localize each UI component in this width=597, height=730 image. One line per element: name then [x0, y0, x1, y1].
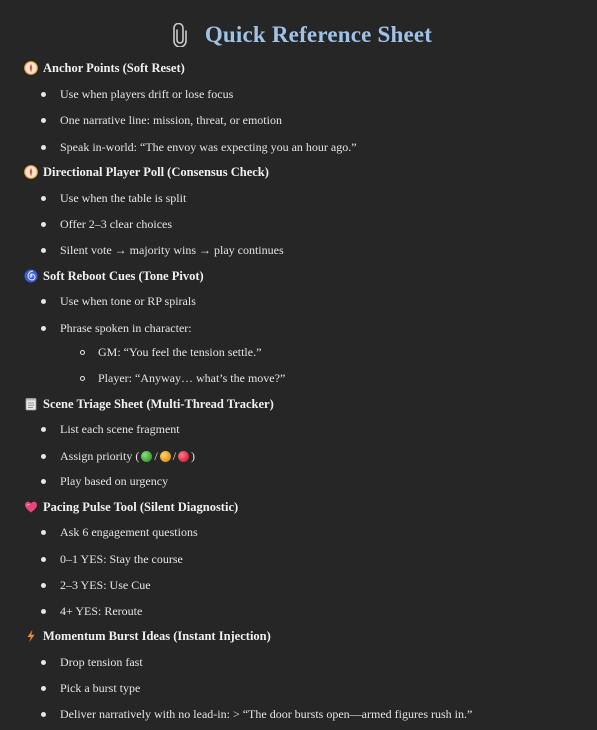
compass-icon: [24, 61, 38, 75]
list-item-text: Phrase spoken in character:: [60, 320, 192, 335]
sub-list-item-text: GM: “You feel the tension settle.”: [98, 344, 262, 359]
section-scene-triage: [24, 394, 274, 414]
list-item: [41, 679, 140, 697]
section-momentum-burst: [24, 626, 271, 646]
list-item: [41, 215, 172, 233]
list-item-text: Pick a burst type: [60, 680, 141, 695]
list-item-text: Ask 6 engagement questions: [60, 524, 198, 539]
list-item-text: Silent vote → majority wins → play continues: [60, 242, 284, 257]
red-circle-icon: [178, 451, 189, 462]
sub-list-item: [80, 369, 285, 387]
sub-list-item: [80, 343, 261, 361]
list-item: [41, 138, 357, 156]
section-title: Scene Triage Sheet (Multi-Thread Tracker): [43, 396, 274, 411]
list-item: [41, 550, 183, 568]
page-title: Quick Reference Sheet: [204, 22, 433, 47]
sub-list-item-text: Player: “Anyway… what’s the move?”: [98, 370, 286, 385]
section-title: Directional Player Poll (Consensus Check): [43, 164, 269, 179]
section-title: Momentum Burst Ideas (Instant Injection): [43, 628, 271, 643]
list-item: [41, 523, 198, 541]
green-circle-icon: [141, 451, 152, 462]
list-item: [41, 189, 186, 207]
section-pacing-pulse: [24, 497, 238, 517]
list-item: [41, 705, 472, 723]
lightning-icon: [24, 629, 38, 643]
paperclip-icon: [171, 23, 189, 47]
compass-icon: [24, 165, 38, 179]
list-item-text: 2–3 YES: Use Cue: [60, 577, 151, 592]
section-anchor-points: [24, 58, 185, 78]
section-soft-reboot: [24, 266, 204, 286]
list-item-text: Drop tension fast: [60, 654, 143, 669]
list-item: [41, 653, 143, 671]
title-row: [0, 18, 597, 52]
list-item: [41, 319, 192, 337]
yellow-circle-icon: [160, 451, 171, 462]
list-item: [41, 576, 151, 594]
list-item: [41, 241, 284, 259]
section-title: Soft Reboot Cues (Tone Pivot): [43, 268, 204, 283]
list-item: [41, 292, 196, 310]
list-item-text: Speak in-world: “The envoy was expecting you an hour ago.”: [60, 139, 357, 154]
list-item-text: One narrative line: mission, threat, or emotion: [60, 112, 282, 127]
cyclone-icon: [24, 269, 38, 283]
heart-pulse-icon: [24, 500, 38, 514]
list-item-text: Use when the table is split: [60, 190, 187, 205]
list-item: [41, 111, 282, 129]
list-item: [41, 420, 180, 438]
list-item-text: Use when players drift or lose focus: [60, 86, 234, 101]
notepad-icon: [24, 397, 38, 411]
list-item-text: 4+ YES: Reroute: [60, 603, 143, 618]
list-item-text: List each scene fragment: [60, 421, 180, 436]
list-item: Assign priority ( / / ): [41, 447, 195, 465]
list-item-text: Deliver narratively with no lead-in: > “The door bursts open—armed figures rush in.”: [60, 706, 473, 721]
list-item: [41, 602, 142, 620]
list-item-text: Play based on urgency: [60, 473, 169, 488]
section-title: Anchor Points (Soft Reset): [43, 60, 185, 75]
list-item-text: Use when tone or RP spirals: [60, 293, 196, 308]
list-item-text: Offer 2–3 clear choices: [60, 216, 173, 231]
list-item: [41, 472, 168, 490]
section-directional-poll: [24, 162, 269, 182]
list-item-text: Assign priority: [60, 448, 133, 463]
list-item: [41, 85, 233, 103]
list-item-text: 0–1 YES: Stay the course: [60, 551, 183, 566]
section-title: Pacing Pulse Tool (Silent Diagnostic): [43, 499, 239, 514]
